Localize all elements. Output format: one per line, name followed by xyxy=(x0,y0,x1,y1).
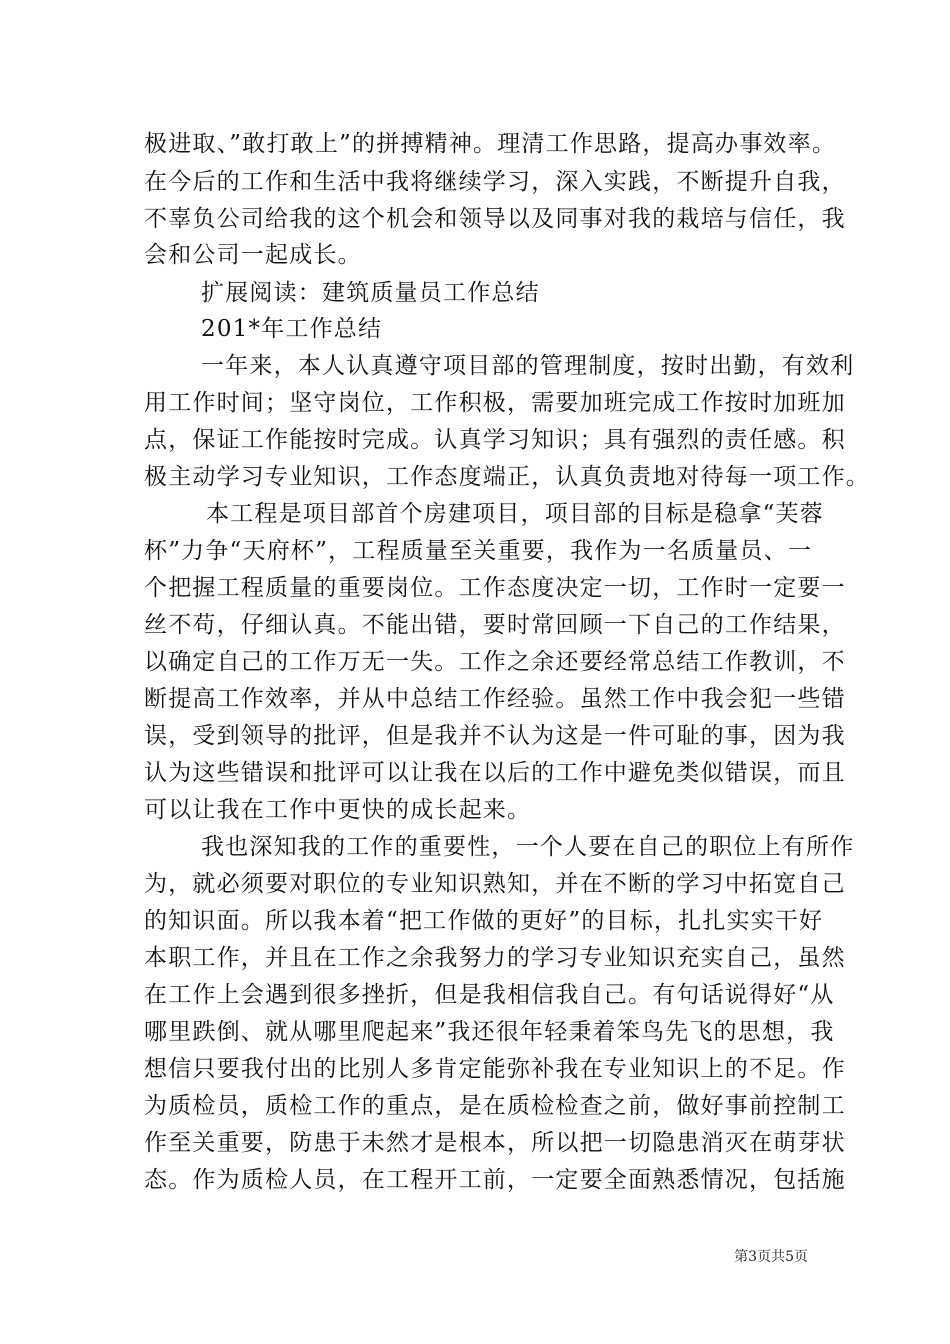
text-line: 作至关重要，防患于未然才是根本，所以把一切隐患消灭在萌芽状 xyxy=(144,1130,846,1156)
extended-reading-heading: 扩展阅读：建筑质量员工作总结 xyxy=(201,280,540,306)
text-line: 本职工作，并且在工作之余我努力的学习专业知识充实自己，虽然 xyxy=(144,945,846,971)
text-line: 不辜负公司给我的这个机会和领导以及同事对我的栽培与信任，我 xyxy=(144,206,846,232)
text-line: 为质检员，质检工作的重点，是在质检检查之前，做好事前控制工 xyxy=(144,1093,846,1119)
page-number: 第3页共5页 xyxy=(734,1249,808,1265)
text-line: 哪里跌倒、就从哪里爬起来”我还很年轻秉着笨鸟先飞的思想，我 xyxy=(144,1019,835,1045)
text-line: 本工程是项目部首个房建项目，项目部的目标是稳拿“芙蓉 xyxy=(206,501,824,527)
text-line: 想信只要我付出的比别人多肯定能弥补我在专业知识上的不足。作 xyxy=(144,1056,846,1082)
section-title: 201*年工作总结 xyxy=(201,316,383,342)
text-line: 认为这些错误和批评可以让我在以后的工作中避免类似错误，而且 xyxy=(144,760,846,786)
text-line: 在工作上会遇到很多挫折，但是我相信我自己。有句话说得好“从 xyxy=(144,982,835,1008)
text-line: 点，保证工作能按时完成。认真学习知识；具有强烈的责任感。积 xyxy=(144,427,846,453)
text-line: 用工作时间；坚守岗位，工作积极，需要加班完成工作按时加班加 xyxy=(144,390,846,416)
text-line: 为，就必须要对职位的专业知识熟知，并在不断的学习中拓宽自己 xyxy=(144,871,846,897)
text-line: 可以让我在工作中更快的成长起来。 xyxy=(144,797,532,823)
text-line: 会和公司一起成长。 xyxy=(144,242,362,268)
text-line: 的知识面。所以我本着“把工作做的更好”的目标，扎扎实实干好 xyxy=(144,908,824,934)
text-line: 一年来，本人认真遵守项目部的管理制度，按时出勤，有效利 xyxy=(201,353,855,379)
text-line: 个把握工程质量的重要岗位。工作态度决定一切，工作时一定要一 xyxy=(144,575,846,601)
text-line: 在今后的工作和生活中我将继续学习，深入实践，不断提升自我， xyxy=(144,169,846,195)
text-line: 态。作为质检人员，在工程开工前，一定要全面熟悉情况，包括施 xyxy=(144,1167,846,1193)
text-line: 极主动学习专业知识，工作态度端正，认真负责地对待每一项工作。 xyxy=(144,464,870,490)
text-line: 断提高工作效率，并从中总结工作经验。虽然工作中我会犯一些错 xyxy=(144,686,846,712)
text-line: 以确定自己的工作万无一失。工作之余还要经常总结工作教训，不 xyxy=(144,649,846,675)
text-line: 误，受到领导的批评，但是我并不认为这是一件可耻的事，因为我 xyxy=(144,723,846,749)
text-line: 丝不苟，仔细认真。不能出错，要时常回顾一下自己的工作结果， xyxy=(144,612,846,638)
text-line: 极进取、”敢打敢上”的拼搏精神。理清工作思路，提高办事效率。 xyxy=(144,131,837,157)
text-line: 我也深知我的工作的重要性，一个人要在自己的职位上有所作 xyxy=(201,834,855,860)
text-line: 杯”力争“天府杯”，工程质量至关重要，我作为一名质量员、一 xyxy=(144,538,813,564)
